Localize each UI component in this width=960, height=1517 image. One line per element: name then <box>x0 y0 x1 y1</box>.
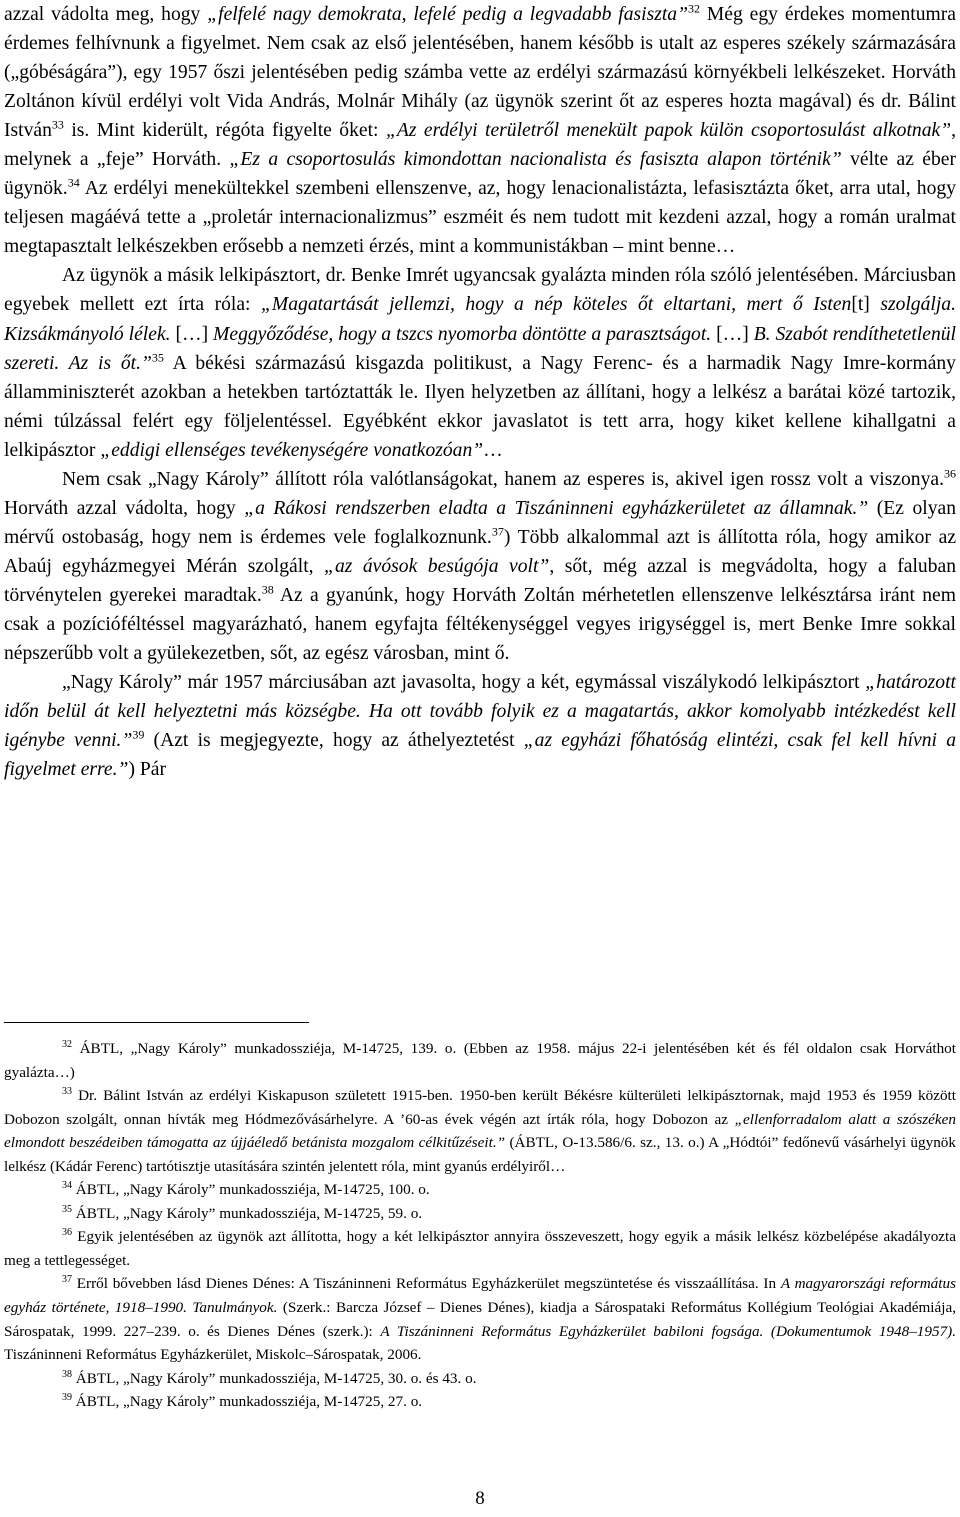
footnote: $^{37}$ Erről bővebben lásd Dienes Dénes: A Tiszáninneni Református Egyházkerület megszüntetése és visszaállítása. In A magyarországi református egyház története, 1918–1990. Tanulmányok. (Szerk.: Barcza József – Dienes Dénes), kiadja a Sárospataki Református Kollégium Teológiai Akadémiája, Sárospatak, 1999. 227–239. o. és Dienes Dénes (szerk.): A Tiszáninneni Református Egyházkerület babiloni fogsága. (Dokumentumok 1948–1957). Tiszáninneni Református Egyházkerület, Miskolc–Sárospatak, 2006. <box>4 1274 957 1364</box>
body-text <box>4 0 956 784</box>
footnote: $^{35}$ ÁBTL, „Nagy Károly” munkadossziéja, M-14725, 59. o. <box>62 1203 423 1222</box>
document-page <box>4 0 956 1517</box>
footnotes <box>4 1037 956 1414</box>
footnote-separator <box>4 1022 309 1023</box>
footnote: $^{33}$ Dr. Bálint István az erdélyi Kiskapuson született 1915-ben. 1950-ben került Békésre külterületi lelkipásztornak, majd 1953 és 1959 között Dobozon szolgált, onnan hívták meg Hódmezővásárhelyre. A ’60-as évek végén azt írták róla, hogy Dobozon az „ellenforradalom alatt a szószéken elmondott beszédeiben támogatta az újjáéledő betánista mozgalom célkitűzéseit.” (ÁBTL, O-13.586/6. sz., 13. o.) A „Hódtói” fedőnevű vásárhelyi ügynök lelkész (Kádár Ferenc) tartótisztje utasítására szintén jelentett róla, mint gyanús erdélyiről… <box>4 1086 956 1175</box>
body-paragraph: „Nagy Károly” már 1957 márciusában azt javasolta, hogy a két, egymással viszálykodó lelkipásztort „határozott időn belül át kell helyeztetni más községbe. Ha ott tovább folyik ez a magatartás, akkor komolyabb intézkedést kell igénybe venni.”$^{39}$ (Azt is megjegyezte, hogy az áthelyeztetést „az egyházi főhatóság elintézi, csak fel kell hívni a figyelmet erre.”) Pár <box>4 672 956 781</box>
body-paragraph: Az ügynök a másik lelkipásztort, dr. Benke Imrét ugyancsak gyalázta minden róla szóló jelentésében. Márciusban egyebek mellett ezt írta róla: „Magatartását jellemzi, hogy a nép köteles őt eltartani, mert ő Isten[t] szolgálja. Kizsákmányoló lélek. […] Meggyőződése, hogy a tszcs nyomorba döntötte a parasztságot. […] B. Szabót rendíthetetlenül szereti. Az is őt.”$^{35}$ A békési származású kisgazda politikust, a Nagy Ferenc- és a harmadik Nagy Imre-kormány államminiszterét azokban a hetekben tartóztatták le. Ilyen helyzetben az állítani, hogy a lelkész a barátai közé tartozik, némi túlzással felért egy följelentéssel. Egyébként ekkor javaslatot is tett arra, hogy kiket kellene kihallgatni a lelkipásztor „eddigi ellenséges tevékenységére vonatkozóan”… <box>4 265 956 461</box>
footnote: $^{34}$ ÁBTL, „Nagy Károly” munkadossziéja, M-14725, 100. o. <box>62 1180 430 1199</box>
footnote: $^{36}$ Egyik jelentésében az ügynök azt állította, hogy a két lelkipásztor annyira összeveszett, hogy egyik a másik lelkész közbelépése akadályozta meg a tettlegességet. <box>4 1227 956 1269</box>
footnote: $^{38}$ ÁBTL, „Nagy Károly” munkadossziéja, M-14725, 30. o. és 43. o. <box>62 1368 477 1387</box>
body-paragraph: Nem csak „Nagy Károly” állított róla valótlanságokat, hanem az esperes is, akivel igen rossz volt a viszonya.$^{36}$ Horváth azzal vádolta, hogy „a Rákosi rendszerben eladta a Tiszáninneni egyházkerületet az államnak.” (Ez olyan mérvű ostobaság, hogy nem is érdemes vele foglalkoznunk.$^{37}$) Több alkalommal azt is állította róla, hogy amikor az Abaúj egyházmegyei Mérán szolgált, „az ávósok besúgója volt”, sőt, még azzal is megvádolta, hogy a faluban törvénytelen gyerekei maradtak.$^{38}$ Az a gyanúnk, hogy Horváth Zoltán mérhetetlen ellenszenve lelkésztársa iránt nem csak a pozícióféltéssel magyarázható, hanem egyfajta féltékenységgel vegyes irigységgel is, mert Benke Imre sokkal népszerűbb volt a gyülekezetben, sőt, az egész városban, mint ő. <box>4 466 957 665</box>
footnote: $^{39}$ ÁBTL, „Nagy Károly” munkadossziéja, M-14725, 27. o. <box>62 1392 423 1411</box>
footnote: $^{32}$ ÁBTL, „Nagy Károly” munkadossziéja, M-14725, 139. o. (Ebben az 1958. május 22-i jelentésében két és fél oldalon csak Horváthot gyalázta…) <box>4 1038 956 1081</box>
page-number: 8 <box>475 1488 485 1509</box>
body-paragraph: azzal vádolta meg, hogy „felfelé nagy demokrata, lefelé pedig a legvadabb fasiszta”$^{32}$ Még egy érdekes momentumra érdemes felhívnunk a figyelmet. Nem csak az első jelentésében, hanem később is utalt az esperes székely származására („góbéságára”), egy 1957 őszi jelentésében pedig számba vette az erdélyi származású környékbeli lelkészeket. Horváth Zoltánon kívül erdélyi volt Vida András, Molnár Mihály (az ügynök szerint őt az esperes hozta magával) és dr. Bálint István$^{33}$ is. Mint kiderült, régóta figyelte őket: „Az erdélyi területről menekült papok külön csoportosulást alkotnak”, melynek a „feje” Horváth. „Ez a csoportosulás kimondottan nacionalista és fasiszta alapon történik” vélte az éber ügynök.$^{34}$ Az erdélyi menekültekkel szembeni ellenszenve, az, hogy lenacionalistázta, lefasisztázta őket, arra utal, hogy teljesen magáévá tette a „proletár internacionalizmus” eszméit és nem tudott mit kezdeni azzal, hogy a román uralmat megtapasztalt lelkészekben erősebb a nemzeti érzés, mint a kommunistákban – mint benne… <box>4 1 957 258</box>
